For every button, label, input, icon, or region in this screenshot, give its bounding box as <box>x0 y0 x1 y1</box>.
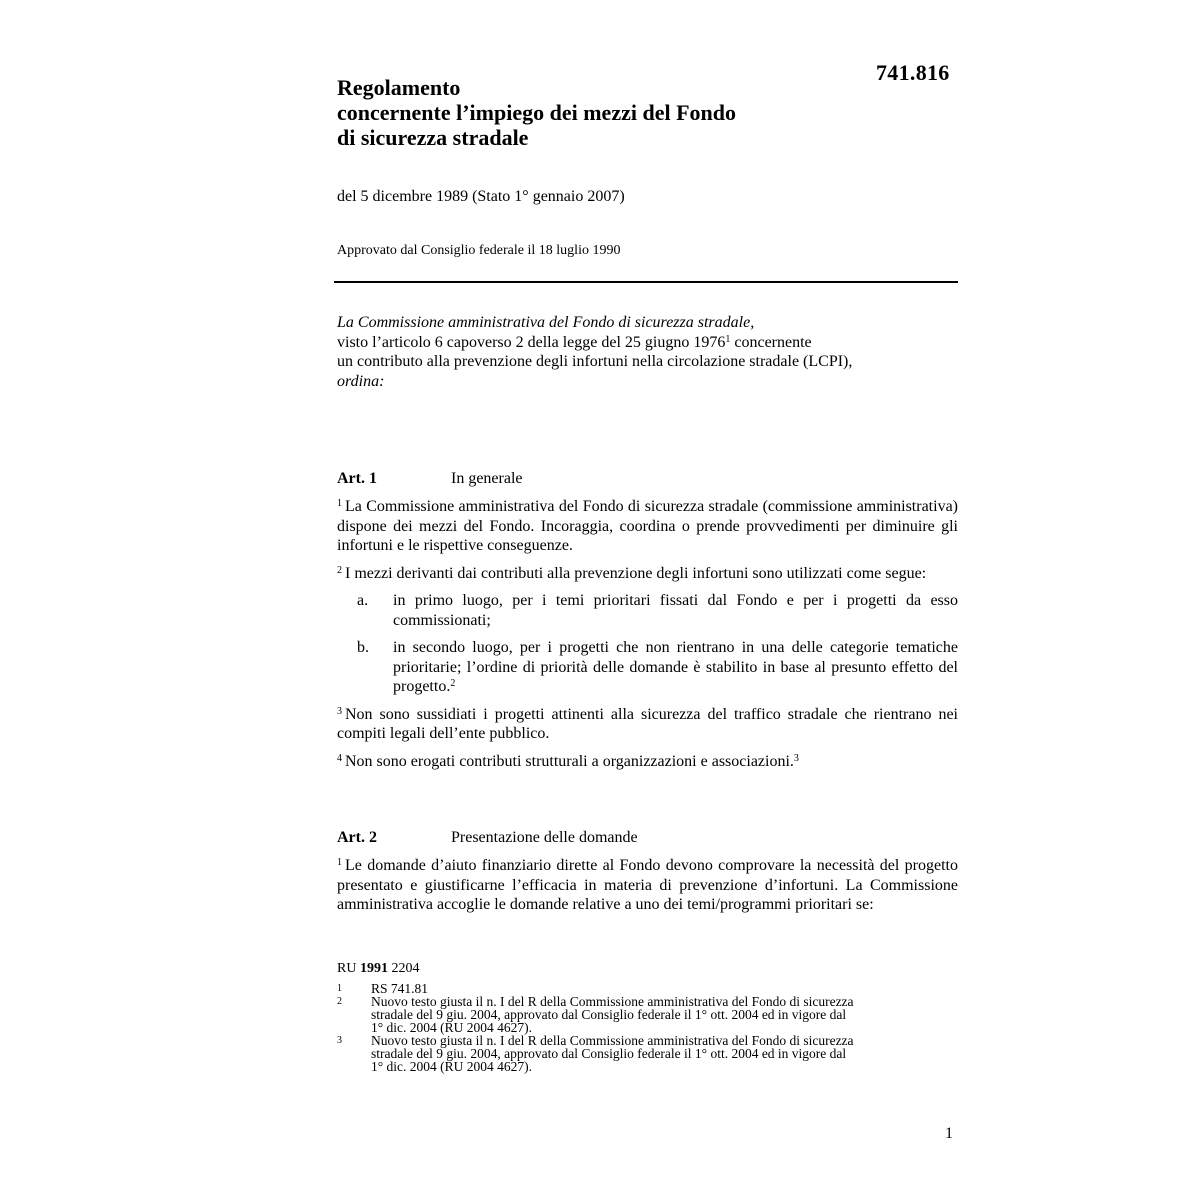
article-number: Art. 1 <box>337 470 377 487</box>
paragraph-number: 4 <box>337 752 342 764</box>
footnote-line: Nuovo testo giusta il n. I del R della Commissione amministrativa del Fondo di sicurezza <box>371 994 854 1009</box>
paragraph-text: Non sono erogati contributi strutturali a organizzazioni e associazioni. <box>345 752 794 770</box>
article-heading <box>337 828 958 848</box>
footnote-ref[interactable]: 1 <box>725 333 731 345</box>
footnote-text <box>371 1034 958 1073</box>
document-title <box>337 75 736 150</box>
article-number: Art. 2 <box>337 829 377 846</box>
ru-reference <box>337 962 958 975</box>
article-title: Presentazione delle domande <box>451 829 638 846</box>
list-text: in primo luogo, per i temi prioritari fissati dal Fondo e per i progetti da esso commissionati; <box>393 592 958 629</box>
paragraph-number: 3 <box>337 705 342 717</box>
article-2 <box>337 828 958 923</box>
paragraph-text: Le domande d’aiuto finanziario dirette al Fondo devono comprovare la necessità del progetto presentato e giustificarne l’efficacia in materia di prevenzione d’infortuni. La Commissione amministrativa accoglie le domande relative a uno dei temi/programmi prioritari se: <box>337 857 958 913</box>
article-title: In generale <box>451 470 523 487</box>
preamble-line <box>337 333 958 353</box>
paragraph-text: La Commissione amministrativa del Fondo di sicurezza stradale (commissione amministrativa) dispone dei mezzi del Fondo. Incoraggia, coordina o prende provvedimenti per diminuire gli infortuni e le rispettive conseguenze. <box>337 498 958 554</box>
title-line: di sicurezza stradale <box>337 125 529 150</box>
preamble-authority: La Commissione amministrativa del Fondo di sicurezza stradale, <box>337 314 755 331</box>
horizontal-rule <box>334 281 958 283</box>
preamble-line: un contributo alla prevenzione degli infortuni nella circolazione stradale (LCPI), <box>337 353 853 370</box>
list-item <box>337 638 958 697</box>
paragraph <box>337 705 958 744</box>
approved-line: Approvato dal Consiglio federale il 18 luglio 1990 <box>337 243 621 258</box>
preamble-text: visto l’articolo 6 capoverso 2 della legge del 25 giugno 1976 <box>337 333 726 351</box>
article-1 <box>337 469 958 779</box>
footnote-line: Nuovo testo giusta il n. I del R della Commissione amministrativa del Fondo di sicurezza <box>371 1033 854 1048</box>
paragraph-text: I mezzi derivanti dai contributi alla prevenzione degli infortuni sono utilizzati come segue: <box>345 564 927 582</box>
list-letter: a. <box>357 592 369 609</box>
footnote-number: 3 <box>337 1035 342 1046</box>
footnote-line: stradale del 9 giu. 2004, approvato dal Consiglio federale il 1° ott. 2004 ed in vigore dal <box>371 1007 847 1022</box>
title-line: concernente l’impiego dei mezzi del Fondo <box>337 100 736 125</box>
footnote-text <box>371 995 958 1034</box>
footnotes <box>337 962 958 1073</box>
footnote-line: 1° dic. 2004 (RU 2004 4627). <box>371 1059 533 1074</box>
paragraph <box>337 497 958 556</box>
sr-number: 741.816 <box>876 60 950 85</box>
footnote-ref[interactable]: 2 <box>450 678 456 689</box>
ru-page: 2204 <box>391 961 420 976</box>
paragraph <box>337 564 958 584</box>
footnote-line: RS 741.81 <box>371 981 429 996</box>
preamble-text: concernente <box>730 333 812 351</box>
footnote-number: 1 <box>337 983 342 994</box>
date-line: del 5 dicembre 1989 (Stato 1° gennaio 2007) <box>337 188 625 205</box>
footnote-ref[interactable]: 3 <box>793 752 799 764</box>
title-line: Regolamento <box>337 75 461 100</box>
ru-prefix: RU <box>337 961 357 976</box>
preamble <box>337 313 958 391</box>
page-number: 1 <box>945 1125 953 1142</box>
footnote-number: 2 <box>337 996 342 1007</box>
footnote-line: 1° dic. 2004 (RU 2004 4627). <box>371 1020 533 1035</box>
footnote <box>337 1034 958 1073</box>
footnote-line: stradale del 9 giu. 2004, approvato dal Consiglio federale il 1° ott. 2004 ed in vigore dal <box>371 1046 847 1061</box>
list-item <box>337 591 958 630</box>
list-text <box>393 638 958 697</box>
article-heading <box>337 469 958 489</box>
paragraph <box>337 752 958 772</box>
preamble-ordina: ordina: <box>337 372 385 390</box>
paragraph-text: Non sono sussidiati i progetti attinenti alla sicurezza del traffico stradale che rientrano nei compiti legali dell’ente pubblico. <box>337 705 958 742</box>
paragraph-number: 1 <box>337 857 342 868</box>
paragraph-number: 2 <box>337 564 342 576</box>
list-text-content: in secondo luogo, per i progetti che non rientrano in una delle categorie tematiche prioritarie; l’ordine di priorità delle domande è stabilito in base al presunto effetto del progetto. <box>393 639 958 695</box>
paragraph-number: 1 <box>337 498 342 509</box>
ru-year: 1991 <box>359 961 388 976</box>
paragraph <box>337 856 958 915</box>
footnote <box>337 995 958 1034</box>
list-letter: b. <box>357 639 369 656</box>
